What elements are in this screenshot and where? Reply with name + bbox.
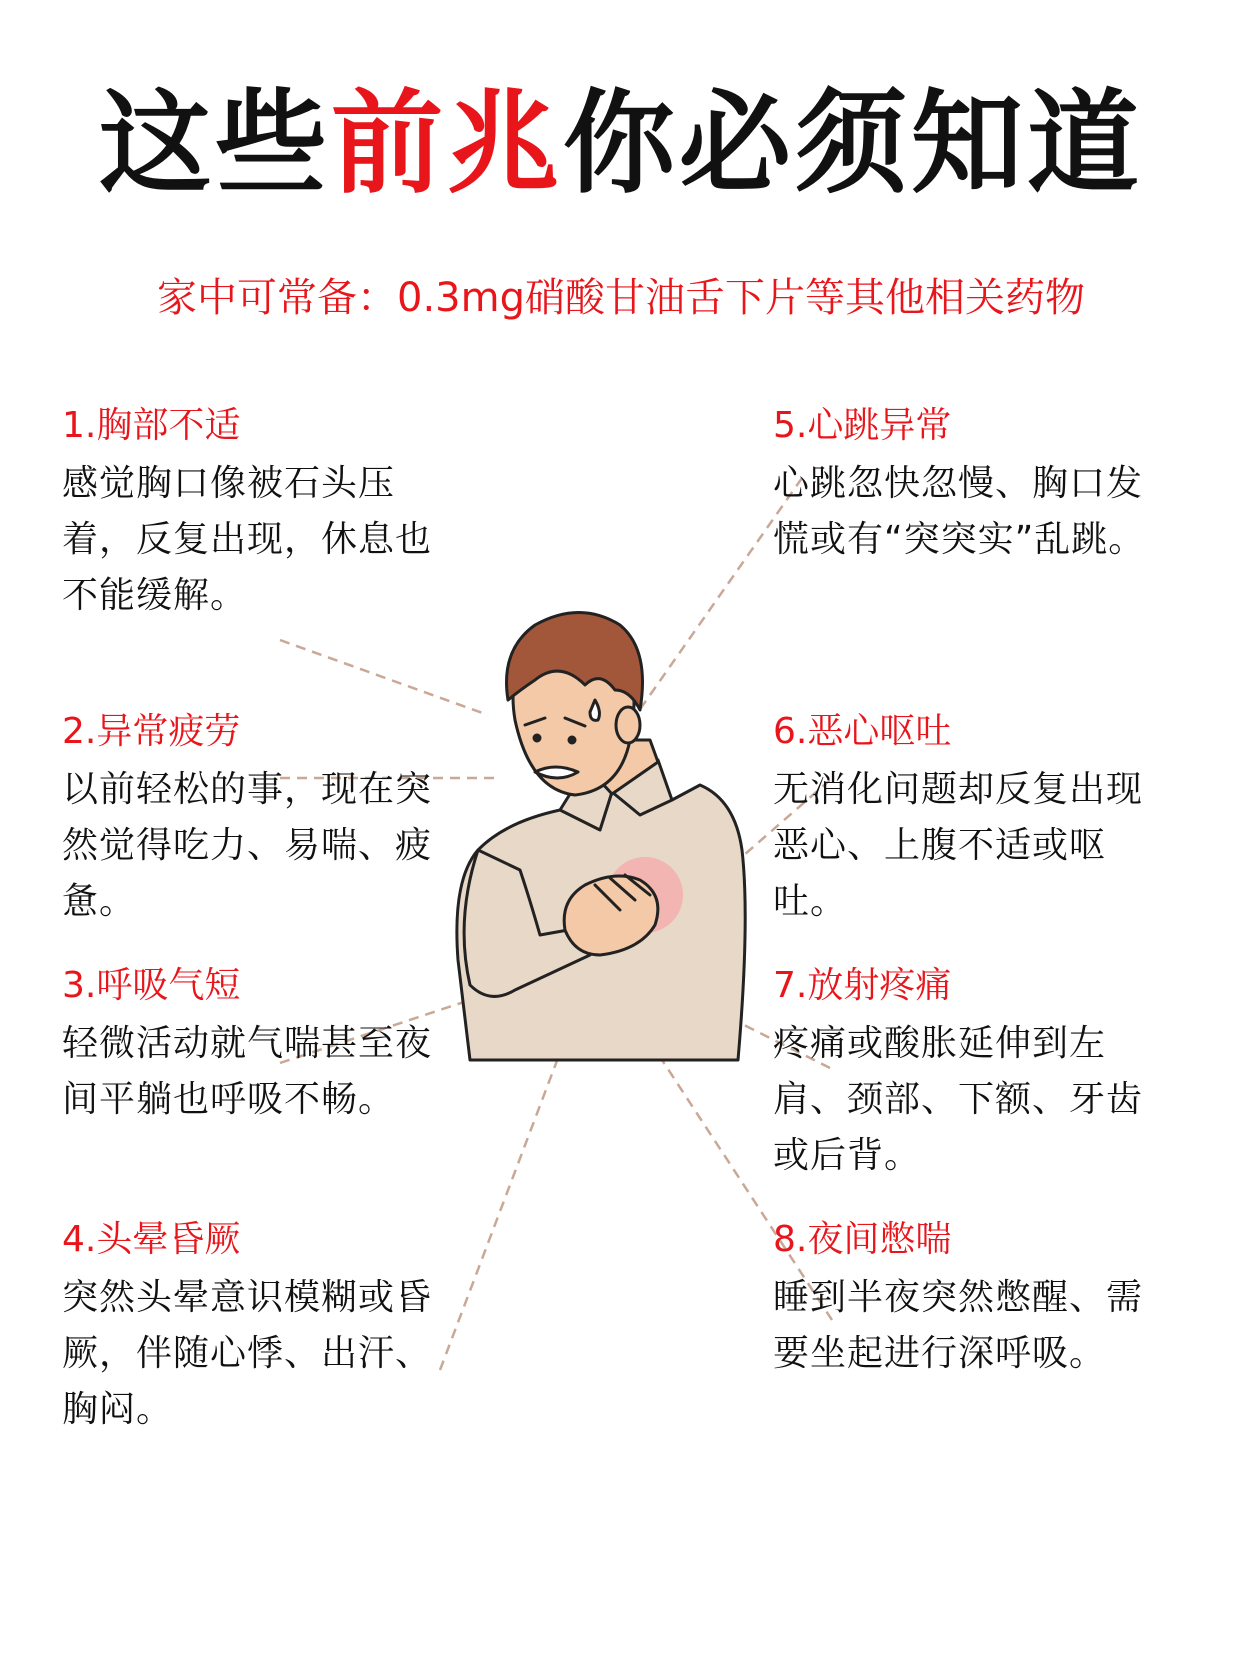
symptom-2-description: 以前轻松的事，现在突然觉得吃力、易喘、疲惫。 [62,769,433,922]
title-part-1: 这些 [99,79,331,209]
symptom-3-description: 轻微活动就气喘甚至夜间平躺也呼吸不畅。 [62,1023,433,1120]
symptom-8-description: 睡到半夜突然憋醒、需要坐起进行深呼吸。 [773,1277,1144,1374]
symptom-1 [62,402,442,624]
symptom-1-description: 感觉胸口像被石头压着，反复出现，休息也不能缓解。 [62,463,433,616]
symptom-5-heading: 5.心跳异常 [773,405,952,446]
eye-left [534,735,540,741]
symptom-7 [773,962,1153,1184]
symptom-4-heading: 4.头晕昏厥 [62,1219,241,1260]
title-highlight: 前兆 [331,79,563,209]
title-part-3: 你必须知道 [563,79,1143,209]
subtitle-medication-note: 家中可常备：0.3mg硝酸甘油舌下片等其他相关药物 [157,275,1085,321]
ear [616,707,640,743]
symptom-2 [62,708,442,930]
symptom-4-description: 突然头晕意识模糊或昏厥，伴随心悸、出汗、胸闷。 [62,1277,433,1430]
connector-1 [280,640,488,715]
eye-right [569,737,575,743]
connector-4 [440,1058,558,1370]
symptom-5 [773,402,1153,568]
symptom-5-description: 心跳忽快忽慢、胸口发慌或有“突突实”乱跳。 [773,463,1146,560]
symptom-3 [62,962,442,1128]
symptom-4 [62,1216,442,1438]
symptom-3-heading: 3.呼吸气短 [62,965,241,1006]
symptom-6-description: 无消化问题却反复出现恶心、上腹不适或呕吐。 [773,769,1144,922]
symptom-6 [773,708,1153,930]
symptom-7-description: 疼痛或酸胀延伸到左肩、颈部、下额、牙齿或后背。 [773,1023,1144,1176]
symptom-8 [773,1216,1153,1382]
symptom-2-heading: 2.异常疲劳 [62,711,241,752]
man-figure [457,613,745,1061]
symptom-6-heading: 6.恶心呕吐 [773,711,952,752]
symptom-1-heading: 1.胸部不适 [62,405,241,446]
symptom-7-heading: 7.放射疼痛 [773,965,952,1006]
mouth [535,767,578,778]
symptom-8-heading: 8.夜间憋喘 [773,1219,952,1260]
